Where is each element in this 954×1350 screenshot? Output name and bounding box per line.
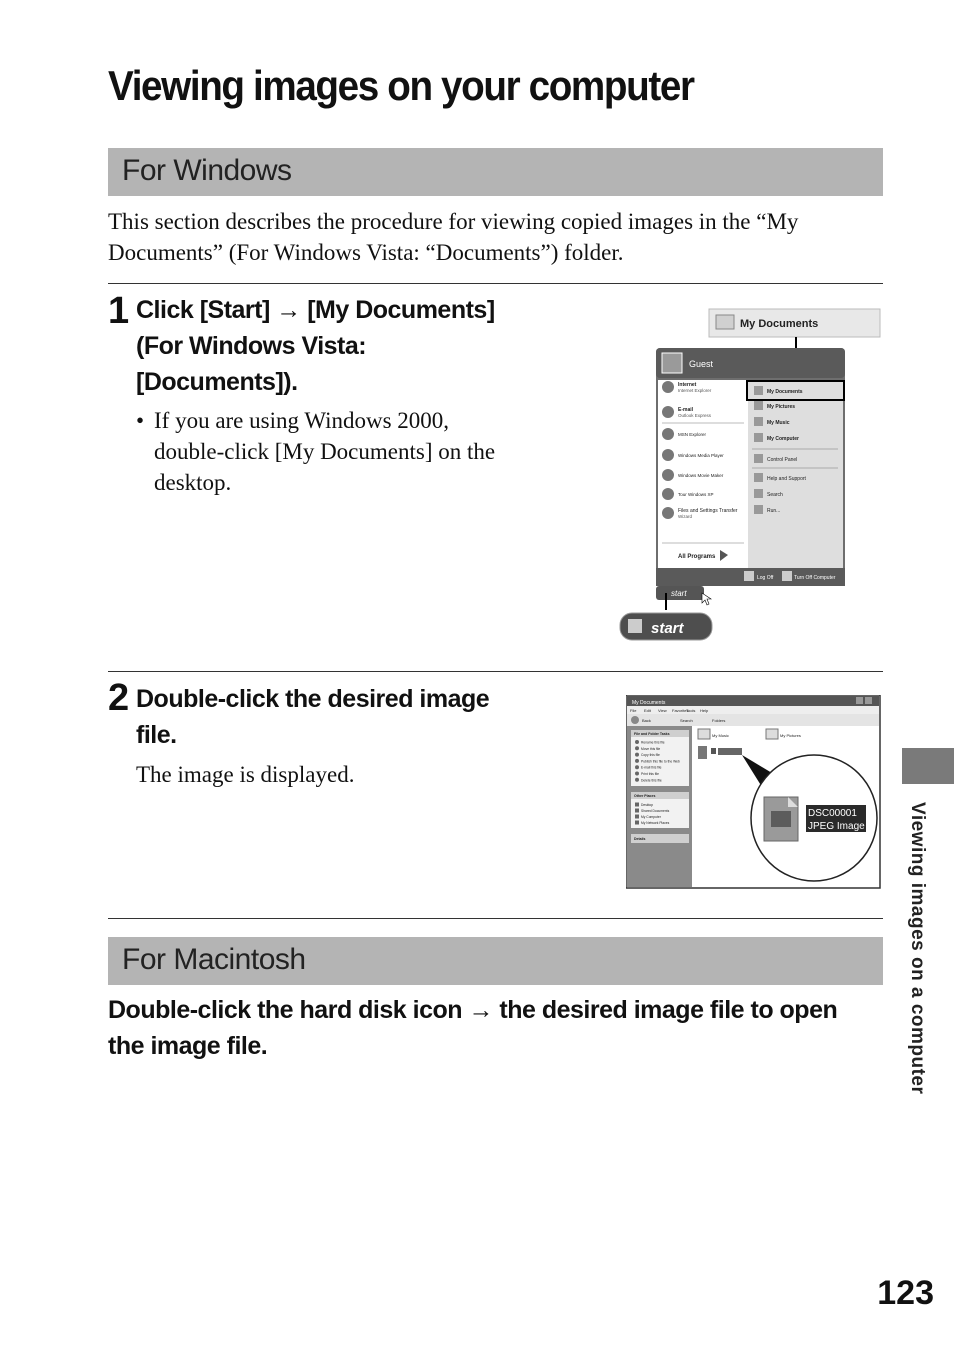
menu-item[interactable]: Favorites	[672, 708, 689, 713]
menu-item-icon	[754, 417, 763, 426]
step-2-note: The image is displayed.	[136, 762, 355, 787]
all-programs[interactable]: All Programs	[678, 554, 716, 560]
step-2-line-1: Double-click the desired image	[136, 685, 490, 713]
program-icon	[662, 469, 674, 481]
start-menu-item[interactable]: Files and Settings Transfer	[678, 508, 738, 514]
section-heading-windows: For Windows	[108, 148, 883, 196]
folder-icon[interactable]	[698, 729, 710, 739]
program-icon	[662, 488, 674, 500]
task-icon	[635, 778, 639, 782]
start-menu-item[interactable]: E-mail	[678, 407, 694, 413]
menu-item-icon	[754, 505, 763, 514]
bullet-mark: •	[136, 408, 145, 433]
start-menu-right-item[interactable]: Help and Support	[767, 476, 806, 482]
program-icon	[662, 507, 674, 519]
start-menu-right-item[interactable]: Search	[767, 492, 783, 498]
log-off[interactable]: Log Off	[757, 575, 774, 581]
bullet-line-2: double-click [My Documents] on the	[154, 439, 496, 464]
start-menu-item[interactable]: Internet	[678, 382, 697, 388]
task-link[interactable]: Print this file	[641, 772, 659, 776]
place-icon	[635, 803, 639, 807]
zoom-filename: DSC00001	[808, 808, 857, 819]
step-1-instruction	[136, 292, 495, 400]
toolbar-button[interactable]: Back	[642, 718, 651, 723]
explorer-title: My Documents	[632, 700, 666, 706]
task-icon	[635, 765, 639, 769]
start-menu-item-sub: Outlook Express	[678, 413, 712, 418]
place-link[interactable]: My Network Places	[641, 821, 670, 825]
menu-item-icon	[754, 454, 763, 463]
mac-instruction	[108, 992, 888, 1064]
cursor-icon	[702, 593, 711, 605]
task-link[interactable]: E-mail this file	[641, 765, 662, 770]
task-icon	[635, 740, 639, 744]
start-menu-item-sub: Internet Explorer	[678, 388, 712, 393]
start-menu-right-item[interactable]: My Documents	[767, 389, 803, 395]
task-link[interactable]: Rename this file	[641, 740, 665, 745]
step-1-bullet	[136, 405, 495, 498]
menu-item-icon	[754, 489, 763, 498]
start-menu-right-item[interactable]: My Computer	[767, 436, 799, 442]
task-icon	[635, 759, 639, 763]
task-icon	[635, 746, 639, 750]
task-link[interactable]: Move this file	[641, 746, 661, 751]
divider	[108, 918, 883, 919]
start-menu-item[interactable]: MSN Explorer	[678, 432, 707, 437]
place-link[interactable]: Desktop	[641, 803, 654, 807]
step-1-number: 1	[108, 290, 130, 332]
turn-off[interactable]: Turn Off Computer	[794, 575, 836, 581]
program-icon	[662, 406, 674, 418]
back-icon[interactable]	[631, 716, 639, 724]
image-file-icon[interactable]	[698, 746, 707, 759]
start-button[interactable]: start	[651, 620, 684, 637]
windows-logo-icon	[628, 619, 642, 633]
page-number: 123	[877, 1274, 934, 1312]
start-menu-item-sub: Wizard	[678, 514, 693, 519]
toolbar-button[interactable]: Search	[680, 718, 693, 723]
menu-item-icon	[754, 433, 763, 442]
explorer-screenshot	[626, 695, 881, 889]
step-2-line-2: file.	[136, 721, 177, 749]
divider	[108, 283, 883, 284]
page-title: Viewing images on your computer	[108, 62, 694, 109]
folder-my-pictures[interactable]: My Pictures	[780, 733, 801, 738]
menu-item-icon	[754, 401, 763, 410]
place-link[interactable]: Shared Documents	[641, 809, 670, 813]
place-link[interactable]: My Computer	[641, 815, 661, 819]
start-menu-right-item[interactable]: Run...	[767, 508, 781, 514]
start-button-small[interactable]: start	[671, 589, 687, 598]
task-link[interactable]: Copy this file	[641, 753, 660, 758]
step-2-number: 2	[108, 677, 130, 719]
menu-item-icon	[754, 473, 763, 482]
mac-line-2: the image file.	[108, 1032, 268, 1060]
step-1-line-1: Click [Start] → [My Documents]	[136, 296, 495, 324]
step-2-instruction	[136, 681, 489, 753]
task-panel-3-title: Details	[634, 837, 646, 841]
start-menu-right-item[interactable]: My Music	[767, 420, 790, 426]
task-link[interactable]: Delete this file	[641, 778, 662, 783]
task-icon	[635, 753, 639, 757]
step-1-line-2: (For Windows Vista:	[136, 332, 367, 360]
task-link[interactable]: Publish this file to the Web	[641, 759, 680, 764]
user-avatar	[662, 353, 682, 373]
folder-icon	[716, 315, 734, 329]
chapter-tab	[902, 748, 954, 784]
start-menu-right-item[interactable]: Control Panel	[767, 457, 798, 463]
menu-item[interactable]: Tools	[686, 708, 696, 713]
menu-item-icon	[754, 386, 763, 395]
divider	[108, 671, 883, 672]
zoom-filetype: JPEG Image	[808, 821, 865, 832]
power-icon	[782, 571, 792, 581]
step-1-line-3: [Documents]).	[136, 368, 298, 396]
minimize-icon[interactable]	[856, 697, 863, 704]
bullet-line-1: If you are using Windows 2000,	[154, 408, 450, 433]
menu-item[interactable]: Help	[700, 708, 709, 713]
place-icon	[635, 809, 639, 813]
section-heading-macintosh: For Macintosh	[108, 937, 883, 985]
folder-icon[interactable]	[766, 729, 778, 739]
task-panel-2-title: Other Places	[634, 794, 656, 798]
start-menu-item[interactable]: Windows Media Player	[678, 453, 724, 458]
start-menu-item[interactable]: Windows Movie Maker	[678, 473, 724, 478]
place-icon	[635, 821, 639, 825]
chapter-side-label: Viewing images on a computer	[907, 802, 928, 1095]
program-icon	[662, 381, 674, 393]
user-name: Guest	[689, 359, 714, 369]
menu-item[interactable]: View	[658, 708, 667, 713]
menu-item[interactable]: Edit	[644, 708, 651, 713]
task-icon	[635, 772, 639, 776]
mac-line-1: Double-click the hard disk icon → the desired image file to open	[108, 996, 838, 1024]
bullet-line-3: desktop.	[154, 470, 232, 495]
toolbar-button[interactable]: Folders	[712, 718, 726, 723]
windows-intro: This section describes the procedure for viewing copied images in the “My Documents” (For Windows Vista: “Documents”) folder.	[108, 209, 799, 265]
start-menu-right-item[interactable]: My Pictures	[767, 404, 796, 410]
menu-item[interactable]: File	[630, 708, 637, 713]
start-menu-item[interactable]: Tour Windows XP	[678, 492, 714, 497]
program-icon	[662, 449, 674, 461]
log-off-icon	[744, 571, 754, 581]
close-icon[interactable]	[865, 697, 872, 704]
program-icon	[662, 428, 674, 440]
folder-my-music[interactable]: My Music	[712, 733, 729, 738]
task-panel-1-title: File and Folder Tasks	[634, 732, 670, 736]
callout-label: My Documents	[740, 318, 819, 330]
start-menu-screenshot	[616, 305, 886, 645]
selected-file-label[interactable]	[718, 748, 742, 755]
place-icon	[635, 815, 639, 819]
